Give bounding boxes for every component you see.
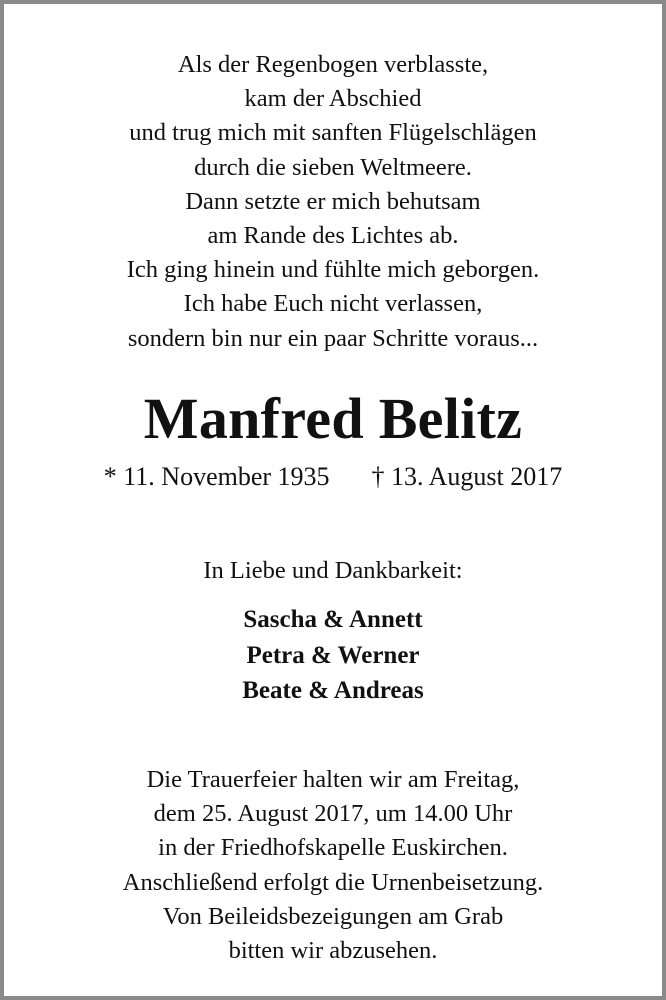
service-line: in der Friedhofskapelle Euskirchen. bbox=[158, 834, 508, 862]
family-member: Sascha & Annett bbox=[243, 606, 423, 633]
service-line: dem 25. August 2017, um 14.00 Uhr bbox=[153, 800, 513, 828]
poem-line: Ich ging hinein und fühlte mich geborgen. bbox=[126, 256, 540, 284]
service-line: Die Trauerfeier halten wir am Freitag, bbox=[146, 766, 520, 793]
service-line: bitten wir abzusehen. bbox=[228, 937, 438, 965]
poem-line: am Rande des Lichtes ab. bbox=[207, 222, 459, 250]
poem-line: durch die sieben Weltmeere. bbox=[194, 153, 472, 181]
birth-date: * 11. November 1935 bbox=[103, 462, 330, 491]
poem bbox=[4, 48, 662, 356]
family-list bbox=[4, 602, 662, 709]
deceased-name: Manfred Belitz bbox=[143, 386, 523, 451]
family-member: Beate & Andreas bbox=[242, 677, 424, 704]
life-dates bbox=[4, 460, 662, 494]
family-member: Petra & Werner bbox=[246, 641, 420, 669]
service-line: Von Beileidsbezeigungen am Grab bbox=[162, 902, 504, 930]
poem-line: sondern bin nur ein paar Schritte voraus... bbox=[127, 324, 539, 352]
poem-line: kam der Abschied bbox=[244, 85, 422, 113]
service-line: Anschließend erfolgt die Urnenbeisetzung. bbox=[122, 868, 544, 896]
death-date: † 13. August 2017 bbox=[371, 462, 563, 491]
poem-line: Als der Regenbogen verblasste, bbox=[177, 51, 489, 78]
poem-line: und trug mich mit sanften Flügelschlägen bbox=[129, 119, 537, 147]
service-info bbox=[4, 763, 662, 968]
dedication-line: In Liebe und Dankbarkeit: bbox=[203, 557, 463, 584]
poem-line: Ich habe Euch nicht verlassen, bbox=[183, 290, 483, 318]
poem-line: Dann setzte er mich behutsam bbox=[185, 187, 481, 215]
